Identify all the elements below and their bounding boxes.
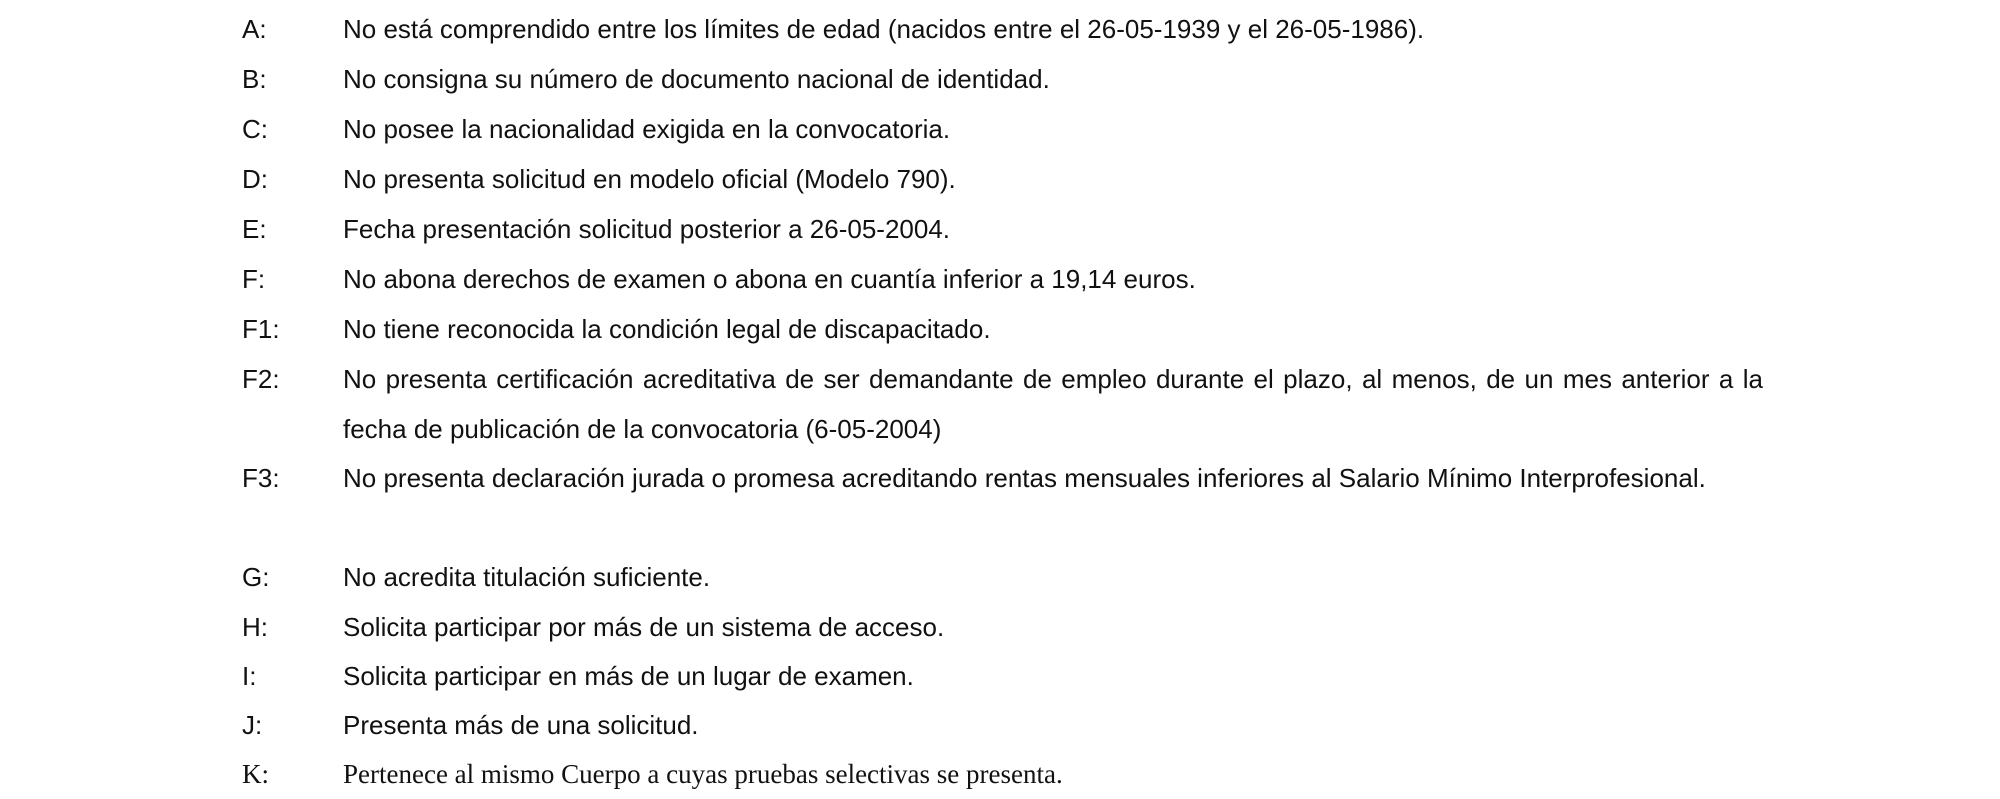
- item-code: I:: [242, 661, 257, 691]
- item-code: F1:: [242, 314, 280, 344]
- item-text: Fecha presentación solicitud posterior a 26-05-2004.: [343, 214, 951, 244]
- item-text: Presenta más de una solicitud.: [343, 710, 699, 740]
- item-code: E:: [242, 214, 267, 244]
- item-text: No presenta certificación acreditativa de ser demandante de empleo durante el plazo, al menos, de un mes anterior a la fecha de publicación de la convocatoria (6-05-2004): [343, 364, 1763, 444]
- item-code: K:: [242, 759, 269, 789]
- item-text: No presenta solicitud en modelo oficial (Modelo 790).: [343, 164, 956, 194]
- item-code: C:: [242, 114, 268, 144]
- item-code: F:: [242, 264, 266, 294]
- item-code: J:: [242, 710, 263, 740]
- item-text: Solicita participar en más de un lugar de examen.: [343, 661, 914, 691]
- item-text: No abona derechos de examen o abona en cuantía inferior a 19,14 euros.: [343, 264, 1196, 294]
- item-text: No está comprendido entre los límites de edad (nacidos entre el 26-05-1939 y el 26-05-1986).: [343, 14, 1425, 44]
- item-code: D:: [242, 164, 268, 194]
- item-text: Solicita participar por más de un sistema de acceso.: [343, 612, 945, 642]
- item-text: No acredita titulación suficiente.: [343, 562, 711, 592]
- item-code: F3:: [242, 463, 280, 493]
- item-code: H:: [242, 612, 268, 642]
- item-code: B:: [242, 64, 267, 94]
- item-text: Pertenece al mismo Cuerpo a cuyas pruebas selectivas se presenta.: [343, 759, 1063, 789]
- item-text: No presenta declaración jurada o promesa acreditando rentas mensuales inferiores al Salario Mínimo Interprofesional.: [343, 463, 1706, 493]
- item-text: No tiene reconocida la condición legal de discapacitado.: [343, 314, 991, 344]
- item-code: A:: [242, 14, 267, 44]
- item-text: No posee la nacionalidad exigida en la convocatoria.: [343, 114, 951, 144]
- item-code: G:: [242, 562, 270, 592]
- item-code: F2:: [242, 364, 280, 394]
- item-text: No consigna su número de documento nacional de identidad.: [343, 64, 1050, 94]
